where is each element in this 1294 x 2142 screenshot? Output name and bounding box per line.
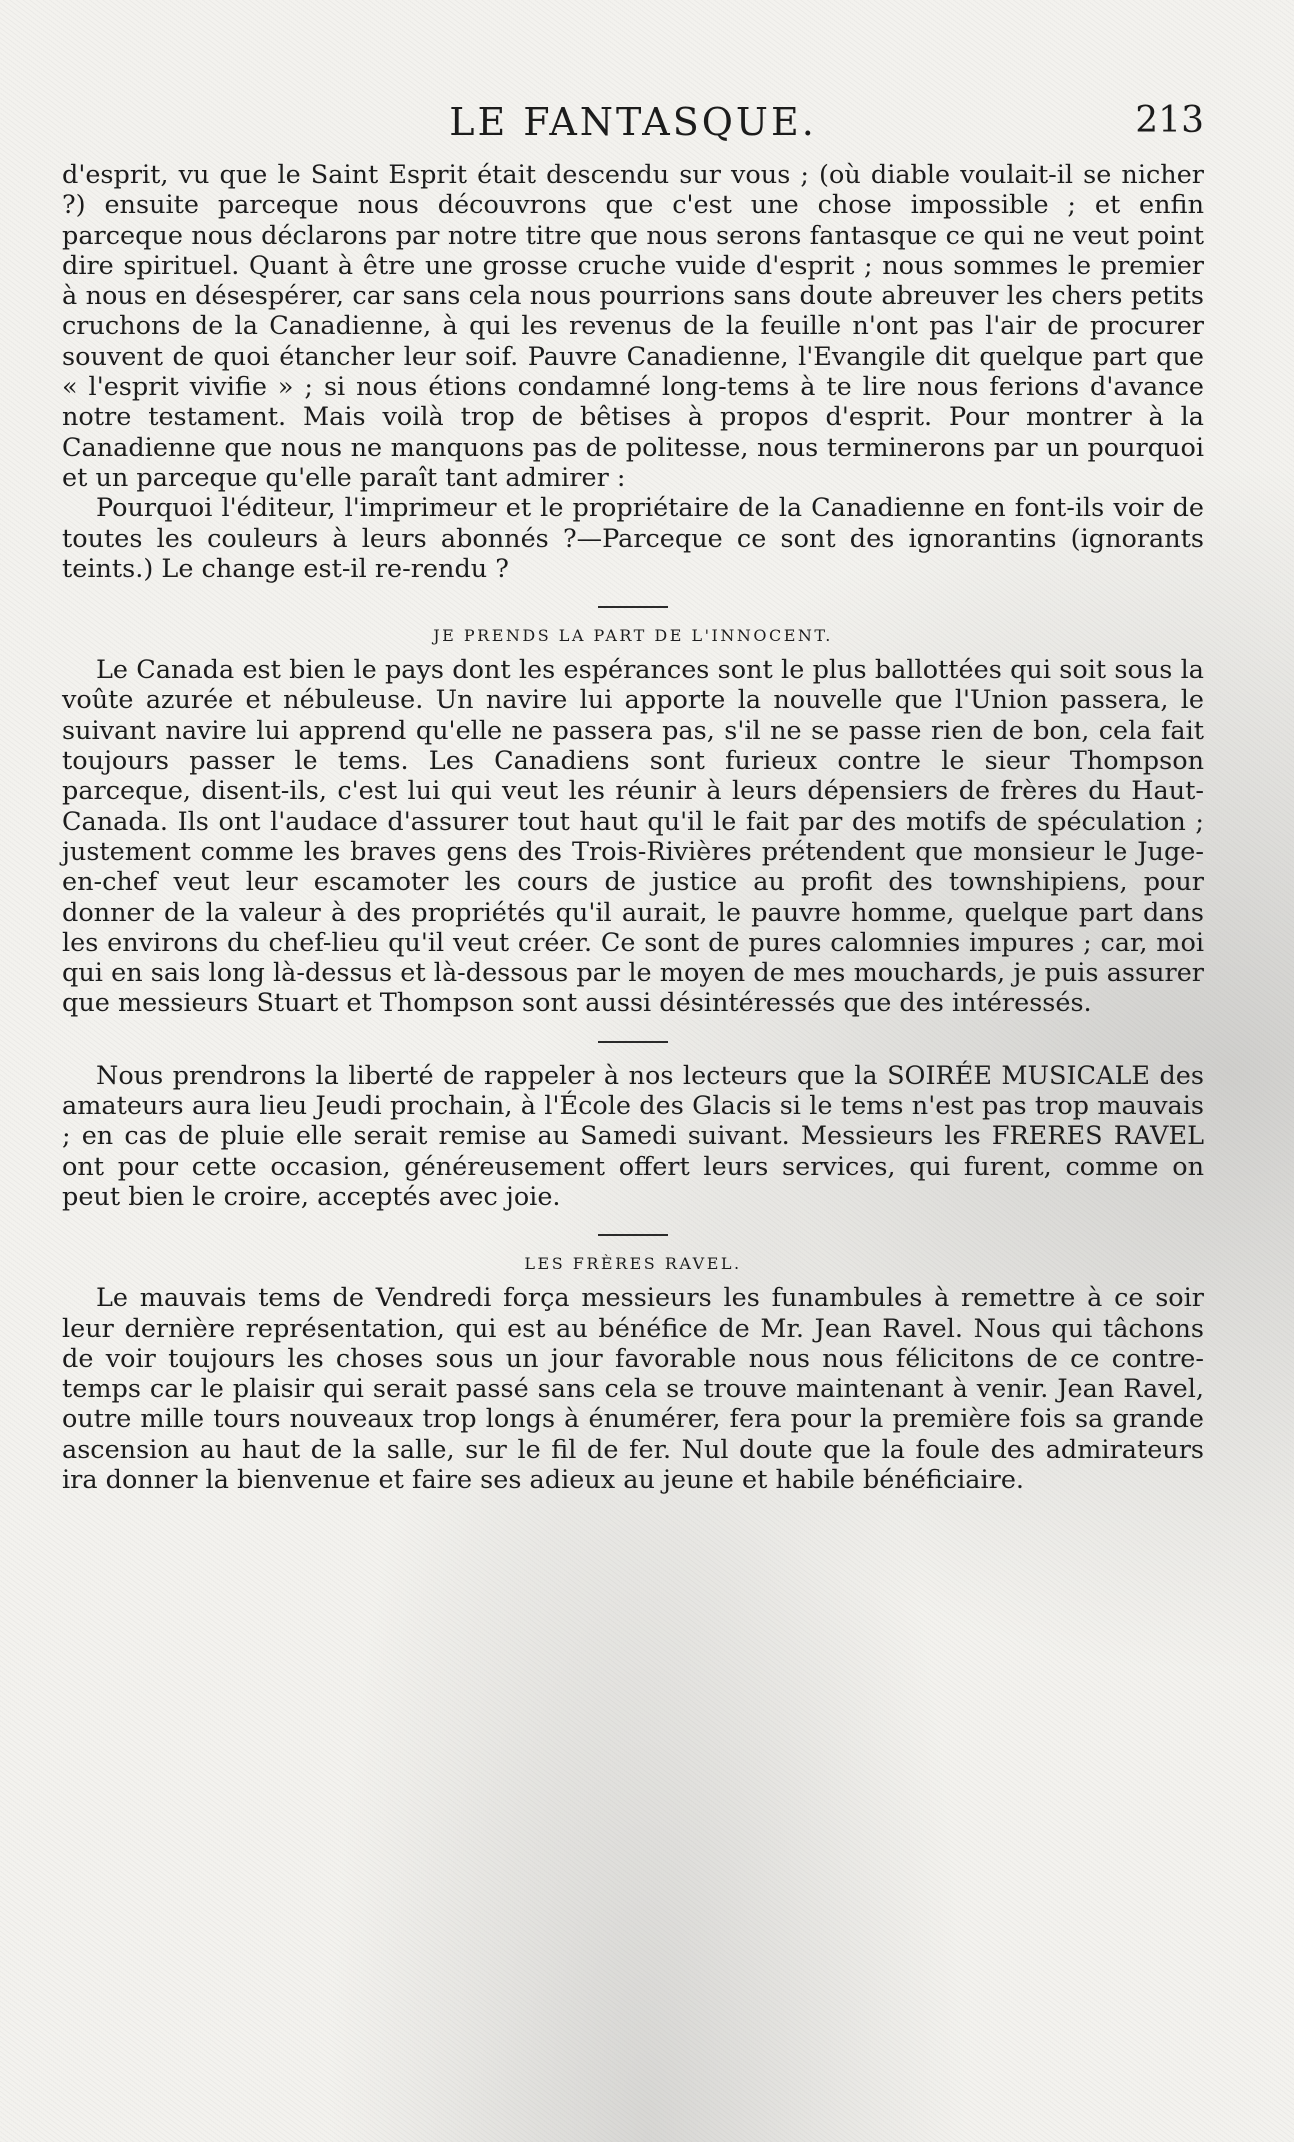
page-header	[62, 100, 1204, 160]
intro-paragraph-2: Pourquoi l'éditeur, l'imprimeur et le propriétaire de la Canadienne en font-ils voir de toutes les couleurs à leurs abonnés ?—Parceque ce sont des ignorantins (ignorants teints.) Le change est-il re-rendu ?	[62, 493, 1204, 584]
notice-paragraph-soiree: Nous prendrons la liberté de rappeler à nos lecteurs que la SOIRÉE MUSICALE des amateurs aura lieu Jeudi prochain, à l'École des Glacis si le tems n'est pas trop mauvais ; en cas de pluie elle serait remise au Samedi suivant. Messieurs les FRERES RAVEL ont pour cette occasion, généreusement offert leurs services, qui furent, comme on peut bien le croire, acceptés avec joie.	[62, 1060, 1204, 1212]
section-paragraph-ravel: Le mauvais tems de Vendredi força messieurs les funambules à remettre à ce soir leur dernière représentation, qui est au bénéfice de Mr. Jean Ravel. Nous qui tâchons de voir toujours les choses sous un jour favorable nous nous félicitons de ce contre-temps car le plaisir qui serait passé sans cela se trouve maintenant à venir. Jean Ravel, outre mille tours nouveaux trop longs à énumérer, fera pour la première fois sa grande ascension au haut de la salle, sur le fil de fer. Nul doute que la foule des admirateurs ira donner la bienvenue et faire ses adieux au jeune et habile bénéficiaire.	[62, 1283, 1204, 1495]
running-title: LE FANTASQUE.	[449, 100, 817, 144]
section-heading-innocent: JE PRENDS LA PART DE L'INNOCENT.	[433, 626, 833, 646]
section-divider	[598, 606, 668, 608]
intro-paragraph-1: d'esprit, vu que le Saint Esprit était descendu sur vous ; (où diable voulait-il se nicher ?) ensuite parceque nous découvrons que c'est une chose impossible ; et enfin parceque nous déclarons par notre titre que nous serons fantasque ce qui ne veut point dire spirituel. Quant à être une grosse cruche vuide d'esprit ; nous sommes le premier à nous en désespérer, car sans cela nous pourrions sans doute abreuver les chers petits cruchons de la Canadienne, à qui les revenus de la feuille n'ont pas l'air de procurer souvent de quoi étancher leur soif. Pauvre Canadienne, l'Evangile dit quelque part que « l'esprit vivifie » ; si nous étions condamné long-tems à te lire nous ferions d'avance notre testament. Mais voilà trop de bêtises à propos d'esprit. Pour montrer à la Canadienne que nous ne manquons pas de politesse, nous terminerons par un pourquoi et un parceque qu'elle paraît tant admirer :	[62, 160, 1204, 493]
section-paragraph-innocent: Le Canada est bien le pays dont les espérances sont le plus ballottées qui soit sous la voûte azurée et nébuleuse. Un navire lui apporte la nouvelle que l'Union passera, le suivant navire lui apprend qu'elle ne passera pas, s'il ne se passe rien de bon, cela fait toujours passer le tems. Les Canadiens sont furieux contre le sieur Thompson parceque, disent-ils, c'est lui qui veut les réunir à leurs dépensiers de frères du Haut-Canada. Ils ont l'audace d'assurer tout haut qu'il le fait par des motifs de spéculation ; justement comme les braves gens des Trois-Rivières prétendent que monsieur le Juge-en-chef veut leur escamoter les cours de justice au profit des townshipiens, pour donner de la valeur à des propriétés qu'il aurait, le pauvre homme, quelque part dans les environs du chef-lieu qu'il veut créer. Ce sont de pures calomnies impures ; car, moi qui en sais long là-dessus et là-dessous par le moyen de mes mouchards, je puis assurer que messieurs Stuart et Thompson sont aussi désintéressés que des intéressés.	[62, 655, 1204, 1019]
section-divider	[598, 1041, 668, 1043]
section-heading-ravel: LES FRÈRES RAVEL.	[524, 1254, 742, 1274]
section-divider	[598, 1234, 668, 1236]
page-number: 213	[1135, 100, 1204, 141]
text-column	[62, 100, 1204, 1495]
